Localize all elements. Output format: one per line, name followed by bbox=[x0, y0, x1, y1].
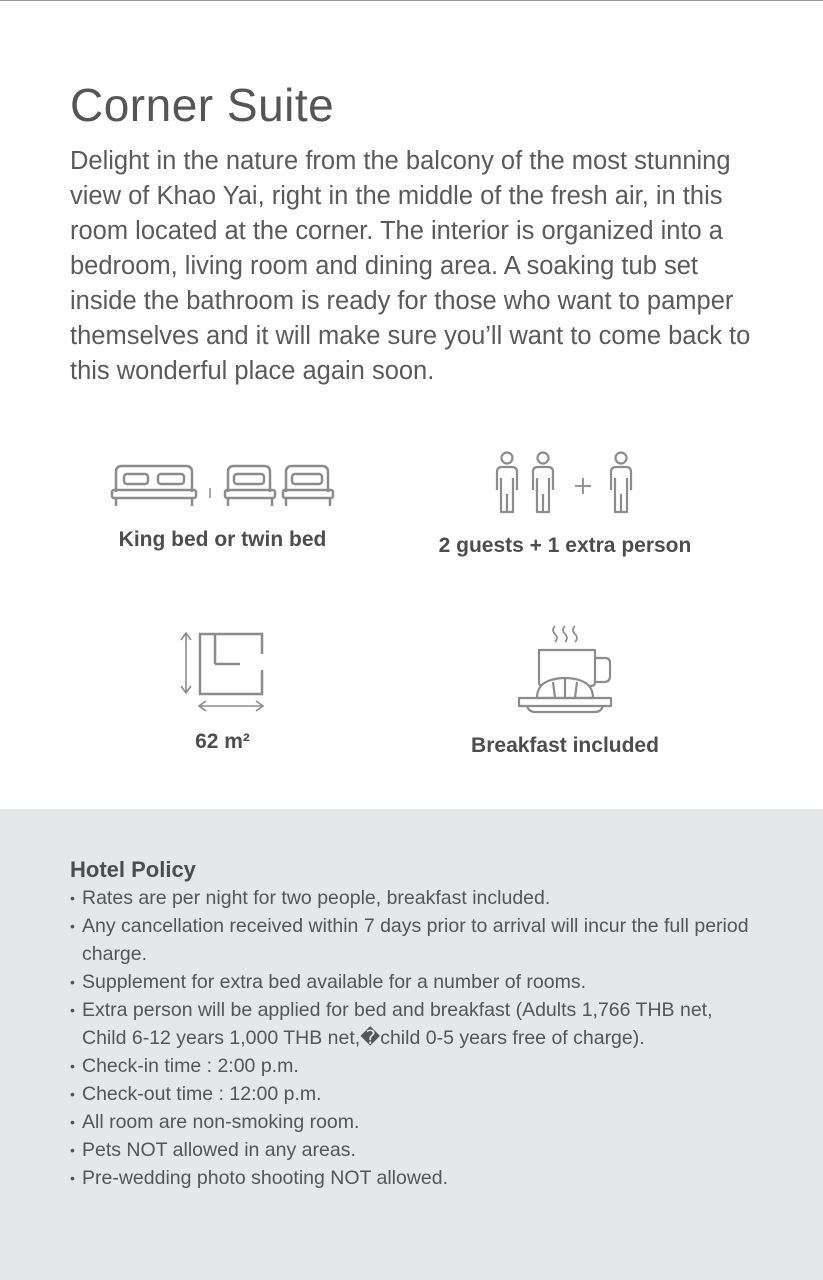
hotel-policy bbox=[0, 809, 823, 1280]
policy-item: • Supplement for extra bed available for a number of rooms. bbox=[70, 968, 760, 996]
policy-item: • Extra person will be applied for bed and breakfast (Adults 1,766 THB net, Child 6-12 years 1,000 THB net,�child 0-5 years free of charge). bbox=[70, 996, 760, 1052]
policy-item: • Pets NOT allowed in any areas. bbox=[70, 1136, 760, 1164]
feature-size bbox=[100, 630, 345, 754]
policy-item: • Check-out time : 12:00 p.m. bbox=[70, 1080, 760, 1108]
feature-size-label: 62 m² bbox=[195, 730, 250, 753]
bed-icon bbox=[110, 450, 335, 510]
policy-title: Hotel Policy bbox=[70, 857, 196, 882]
room-info bbox=[70, 78, 760, 389]
feature-guests-label: 2 guests + 1 extra person bbox=[438, 534, 692, 557]
policy-item: • Check-in time : 2:00 p.m. bbox=[70, 1052, 760, 1080]
floor-plan-icon bbox=[178, 630, 268, 712]
top-divider bbox=[0, 0, 823, 1]
feature-bed bbox=[100, 450, 345, 552]
breakfast-icon bbox=[515, 620, 615, 716]
policy-item: • All room are non-smoking room. bbox=[70, 1108, 760, 1136]
feature-bed-label: King bed or twin bed bbox=[118, 528, 327, 551]
room-description: Delight in the nature from the balcony of the most stunning view of Khao Yai, right in the middle of the fresh air, in this room located at the corner. The interior is organized into a bedroom, living room and dining area. A soaking tub set inside the bathroom is ready for those who want to pamper themselves and it will make sure you’ll want to come back to this wonderful place again soon. bbox=[70, 147, 751, 385]
policy-item: • Pre-wedding photo shooting NOT allowed. bbox=[70, 1164, 760, 1192]
feature-guests bbox=[415, 450, 715, 558]
room-title: Corner Suite bbox=[70, 79, 335, 131]
policy-item: • Any cancellation received within 7 days prior to arrival will incur the full period charge. bbox=[70, 912, 760, 968]
feature-breakfast-label: Breakfast included bbox=[471, 734, 659, 757]
guests-icon bbox=[485, 450, 645, 516]
room-features bbox=[0, 440, 823, 800]
feature-breakfast bbox=[415, 620, 715, 758]
policy-item: • Rates are per night for two people, breakfast included. bbox=[70, 884, 760, 912]
policy-list bbox=[70, 884, 760, 1192]
